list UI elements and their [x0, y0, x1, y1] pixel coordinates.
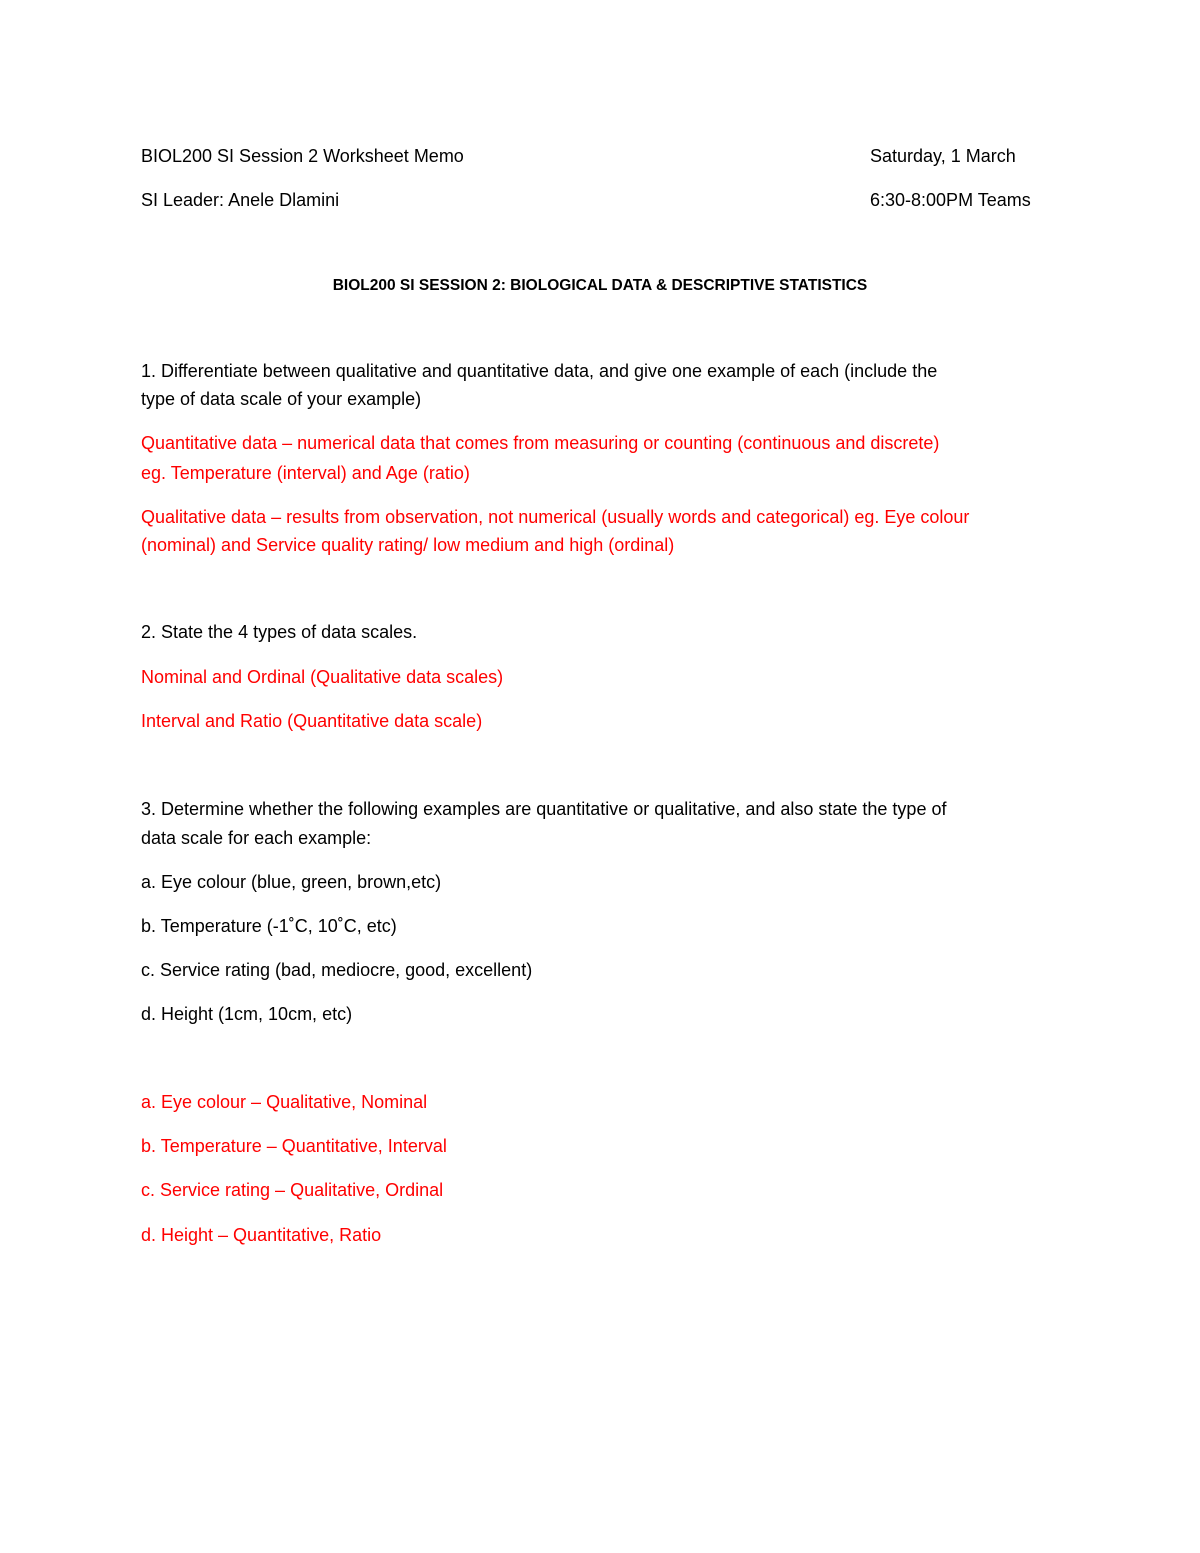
q1-line-2: type of data scale of your example): [141, 389, 422, 409]
header-time: 6:30-8:00PM Teams: [870, 190, 1031, 210]
header-date: Saturday, 1 March: [870, 146, 1016, 166]
q3-answer-c: c. Service rating – Qualitative, Ordinal: [141, 1180, 444, 1200]
q1-answer-1-line-1: Quantitative data – numerical data that comes from measuring or counting (continuous and discrete): [141, 433, 940, 453]
q3-answer-d: d. Height – Quantitative, Ratio: [141, 1225, 382, 1245]
document-title: BIOL200 SI SESSION 2: BIOLOGICAL DATA & DESCRIPTIVE STATISTICS: [332, 277, 868, 294]
header-course-title: BIOL200 SI Session 2 Worksheet Memo: [141, 146, 464, 166]
q3-item-b: b. Temperature (-1˚C, 10˚C, etc): [141, 916, 397, 936]
q3-answer-b: b. Temperature – Quantitative, Interval: [141, 1136, 447, 1156]
q3-item-c: c. Service rating (bad, mediocre, good, excellent): [141, 960, 533, 980]
q2-answer-2: Interval and Ratio (Quantitative data scale): [141, 711, 483, 731]
q3-line-2: data scale for each example:: [141, 828, 372, 848]
q2-question: 2. State the 4 types of data scales.: [141, 622, 418, 642]
q3-item-d: d. Height (1cm, 10cm, etc): [141, 1004, 353, 1024]
q1-answer-2-line-1: Qualitative data – results from observation, not numerical (usually words and categorical) eg. Eye colour: [141, 507, 970, 527]
q1-answer-1-line-2: eg. Temperature (interval) and Age (ratio): [141, 463, 470, 483]
q1-line-1: 1. Differentiate between qualitative and quantitative data, and give one example of each (include the: [141, 361, 938, 381]
q3-line-1: 3. Determine whether the following examples are quantitative or qualitative, and also state the type of: [141, 799, 947, 819]
q3-item-a: a. Eye colour (blue, green, brown,etc): [141, 872, 442, 892]
q3-answer-a: a. Eye colour – Qualitative, Nominal: [141, 1092, 428, 1112]
q1-answer-2-line-2: (nominal) and Service quality rating/ low medium and high (ordinal): [141, 535, 675, 555]
header-leader: SI Leader: Anele Dlamini: [141, 190, 340, 210]
q2-answer-1: Nominal and Ordinal (Qualitative data scales): [141, 667, 504, 687]
